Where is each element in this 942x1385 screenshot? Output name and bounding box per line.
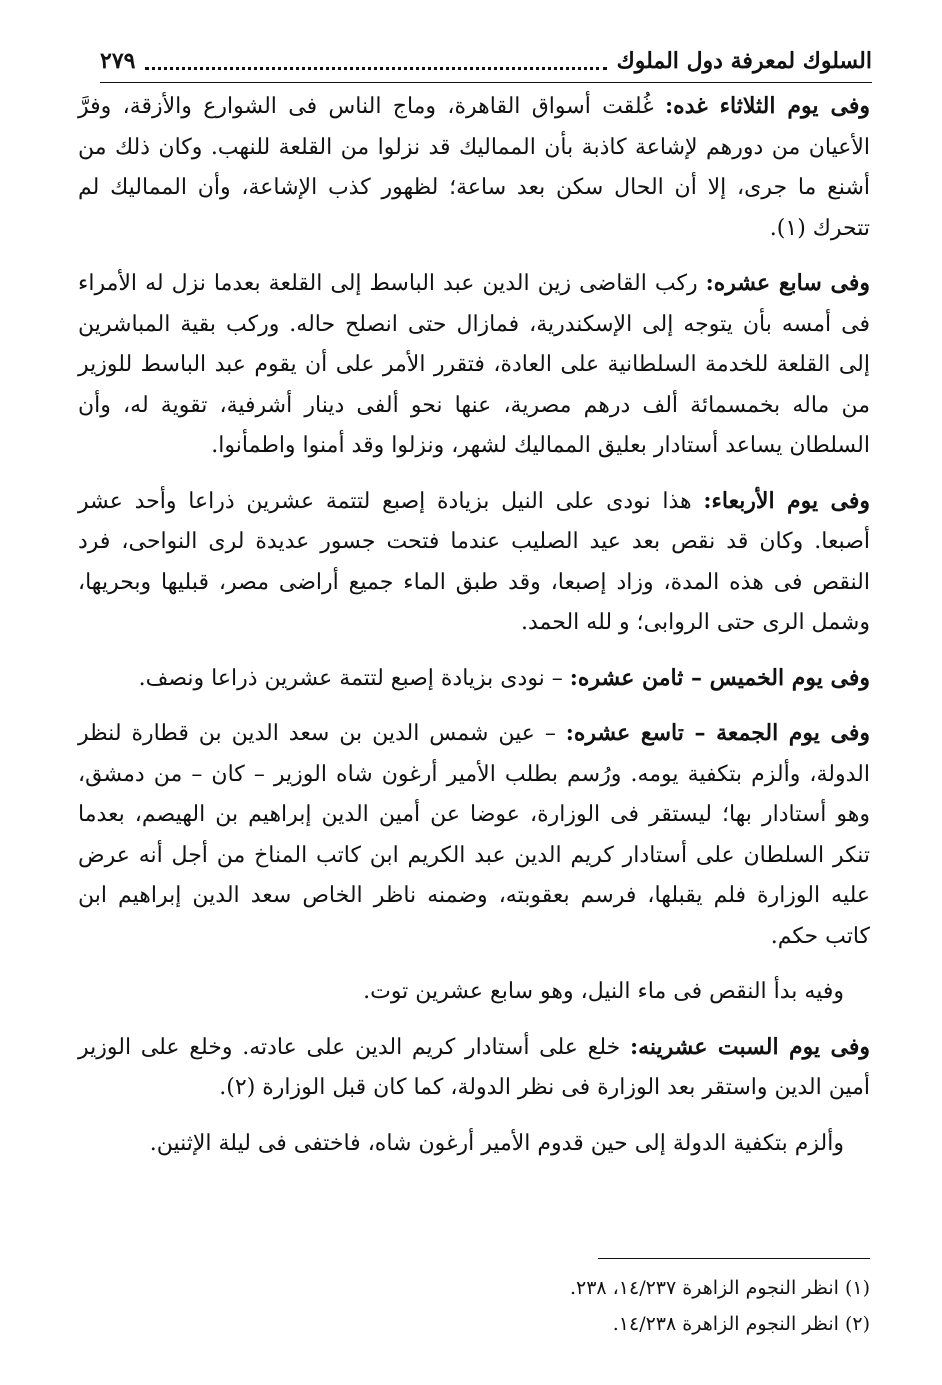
paragraph-text: هذا نودى على النيل بزيادة إصبع لتتمة عشرين ذراعا وأحد عشر أصبعا. وكان قد نقص بعد عيد الصليب عندما فتحت جسور عديدة لرى النواحى، فرد النقص فى هذه المدة، وزاد إصبعا، وقد طبق الماء جميع أراضى مصر، قبليها وبحريها، وشمل الرى حتى الروابى؛ و لله الحمد. [78, 488, 870, 635]
dotted-leader [145, 53, 606, 70]
main-text [78, 86, 870, 1178]
footnote: (١) انظر النجوم الزاهرة ١٤/٢٣٧، ٢٣٨. [569, 1277, 870, 1299]
footnotes [78, 1270, 870, 1342]
paragraph-text: – عين شمس الدين بن سعد الدين بن قطارة لنظر الدولة، وألزم بتكفية يومه. ورُسم بطلب الأمير أرغون شاه الوزير – كان – من دمشق، وهو أستادار بها؛ ليستقر فى الوزارة، عوضا عن أمين الدين إبراهيم بن الهيصم، بعدما تنكر السلطان على أستادار كريم الدين عبد الكريم ابن كاتب المناخ من أجل أنه عرض عليه الوزارة فلم يقبلها، فرسم بعقوبته، وضمنه ناظر الخاص سعد الدين إبراهيم ابن كاتب حكم. [78, 721, 871, 949]
paragraph [78, 1123, 870, 1165]
paragraph-lead: وفى يوم السبت عشرينه: [629, 1033, 870, 1060]
footnote: (٢) انظر النجوم الزاهرة ١٤/٢٣٨. [612, 1313, 870, 1335]
paragraph [78, 1027, 870, 1109]
footnote-separator [598, 1258, 870, 1259]
paragraph [78, 481, 870, 644]
paragraph-text: ركب القاضى زين الدين عبد الباسط إلى القلعة بعدما نزل له الأمراء فى أمسه بأن يتوجه إلى الإسكندرية، فمازال حتى انصلح حاله. وركب بقية المباشرين إلى القلعة للخدمة السلطانية على العادة، فتقرر الأمر على أن يقوم عبد الباسط للوزير من ماله بخمسمائة ألف درهم مصرية، عنها نحو ألفى دينار أشرفية، تقوية له، وأن السلطان يساعد أستادار بعليق المماليك لشهر، ونزلوا وقد أمنوا واطمأنوا. [78, 271, 870, 458]
paragraph [78, 658, 870, 700]
page-number: ٢٧٩ [100, 48, 136, 74]
paragraph-text: خلع على أستادار كريم الدين على عادته. وخلع على الوزير أمين الدين واستقر بعد الوزارة فى نظر الدولة، كما كان قبل الوزارة (٢). [78, 1034, 870, 1100]
paragraph [78, 86, 870, 249]
paragraph [78, 971, 870, 1013]
paragraph-lead: وفى يوم الخميس – ثامن عشره: [569, 664, 870, 691]
paragraph [78, 713, 870, 957]
book-title: السلوك لمعرفة دول الملوك [616, 48, 872, 74]
paragraph-text: غُلقت أسواق القاهرة، وماج الناس فى الشوارع والأزقة، وفرَّ الأعيان من دورهم لإشاعة كاذبة بأن المماليك قد نزلوا من القلعة للنهب. وكان ذلك من أشنع ما جرى، إلا أن الحال سكن بعد ساعة؛ لظهور كذب الإشاعة، وأن المماليك لم تتحرك (١). [78, 94, 870, 241]
paragraph-lead: وفى يوم الثلاثاء غده: [664, 93, 870, 119]
paragraph-lead: وفى يوم الأربعاء: [703, 487, 871, 514]
paragraph-text: – نودى بزيادة إصبع لتتمة عشرين ذراعا ونصف. [138, 665, 570, 691]
paragraph-text: وألزم بتكفية الدولة إلى حين قدوم الأمير أرغون شاه، فاختفى فى ليلة الإثنين. [149, 1130, 844, 1156]
paragraph-text: وفيه بدأ النقص فى ماء النيل، وهو سابع عشرين توت. [363, 979, 844, 1004]
paragraph-lead: وفى سابع عشره: [705, 270, 870, 296]
running-header [100, 40, 872, 83]
paragraph [78, 263, 870, 467]
paragraph-lead: وفى يوم الجمعة – تاسع عشره: [565, 720, 870, 746]
